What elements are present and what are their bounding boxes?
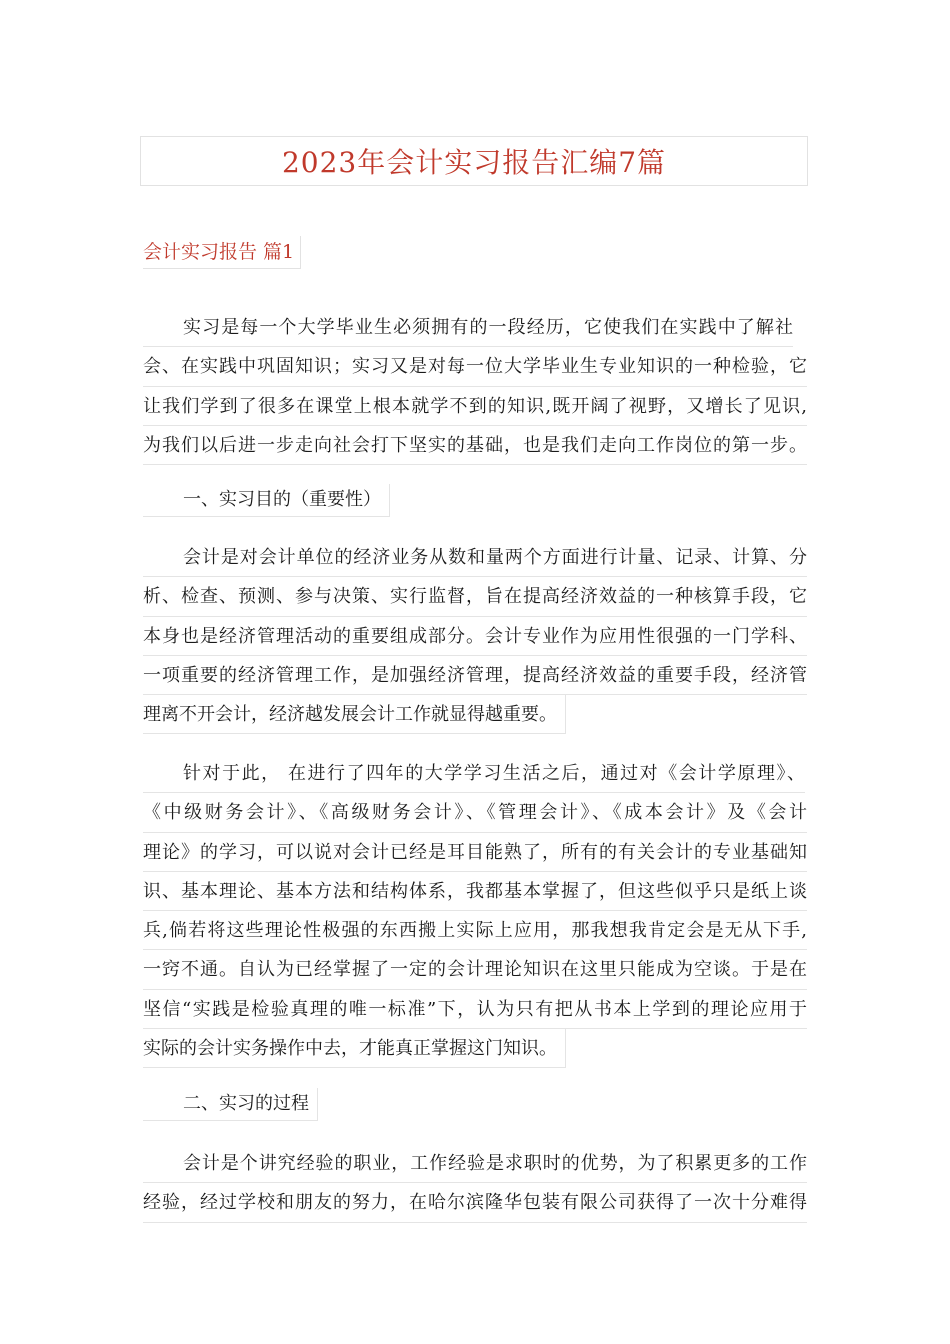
paragraph-line: 本身也是经济管理活动的重要组成部分。会计专业作为应用性很强的一门学科、 bbox=[143, 617, 807, 656]
document-title: 2023年会计实习报告汇编7篇 bbox=[281, 146, 667, 179]
paragraph-line: 会计是对会计单位的经济业务从数和量两个方面进行计量、记录、计算、分 bbox=[143, 538, 807, 577]
paragraph-line: 经验，经过学校和朋友的努力，在哈尔滨隆华包装有限公司获得了一次十分难得 bbox=[143, 1183, 807, 1222]
intro-paragraph bbox=[143, 308, 807, 465]
paragraph-line: 实际的会计实务操作中去，才能真正掌握这门知识。 bbox=[143, 1029, 566, 1068]
paragraph-line: 一窍不通。自认为已经掌握了一定的会计理论知识在这里只能成为空谈。于是在 bbox=[143, 950, 807, 989]
paragraph-line: 为我们以后进一步走向社会打下坚实的基础，也是我们走向工作岗位的第一步。 bbox=[143, 426, 807, 465]
paragraph-line: 让我们学到了很多在课堂上根本就学不到的知识,既开阔了视野，又增长了见识, bbox=[143, 387, 807, 426]
study-paragraph bbox=[143, 754, 807, 1072]
section-heading: 会计实习报告 篇1 bbox=[143, 236, 301, 269]
paragraph-line: 《中级财务会计》、《高级财务会计》、《管理会计》、《成本会计》及《会计 bbox=[143, 793, 807, 832]
paragraph-line: 针对于此， 在进行了四年的大学学习生活之后，通过对《会计学原理》、 bbox=[143, 754, 805, 793]
paragraph-line: 会计是个讲究经验的职业，工作经验是求职时的优势，为了积累更多的工作 bbox=[143, 1144, 807, 1183]
paragraph-line: 一项重要的经济管理工作，是加强经济管理，提高经济效益的重要手段，经济管 bbox=[143, 656, 807, 695]
paragraph-line: 识、基本理论、基本方法和结构体系，我都基本掌握了，但这些似乎只是纸上谈 bbox=[143, 872, 807, 911]
subheading-purpose: 一、实习目的（重要性） bbox=[143, 484, 390, 517]
paragraph-line: 会、在实践中巩固知识；实习又是对每一位大学毕业生专业知识的一种检验，它 bbox=[143, 347, 807, 386]
paragraph-line: 理论》的学习，可以说对会计已经是耳目能熟了，所有的有关会计的专业基础知 bbox=[143, 833, 807, 872]
purpose-paragraph bbox=[143, 538, 807, 738]
process-paragraph bbox=[143, 1144, 807, 1223]
paragraph-line: 析、检查、预测、参与决策、实行监督，旨在提高经济效益的一种核算手段，它 bbox=[143, 577, 807, 616]
title-box bbox=[140, 136, 808, 186]
paragraph-line: 兵,倘若将这些理论性极强的东西搬上实际上应用，那我想我肯定会是无从下手, bbox=[143, 911, 807, 950]
paragraph-line: 坚信“实践是检验真理的唯一标准”下，认为只有把从书本上学到的理论应用于 bbox=[143, 990, 807, 1029]
paragraph-line: 实习是每一个大学毕业生必须拥有的一段经历，它使我们在实践中了解社 bbox=[143, 308, 793, 347]
subheading-process: 二、实习的过程 bbox=[143, 1088, 318, 1121]
paragraph-line: 理离不开会计，经济越发展会计工作就显得越重要。 bbox=[143, 695, 566, 734]
